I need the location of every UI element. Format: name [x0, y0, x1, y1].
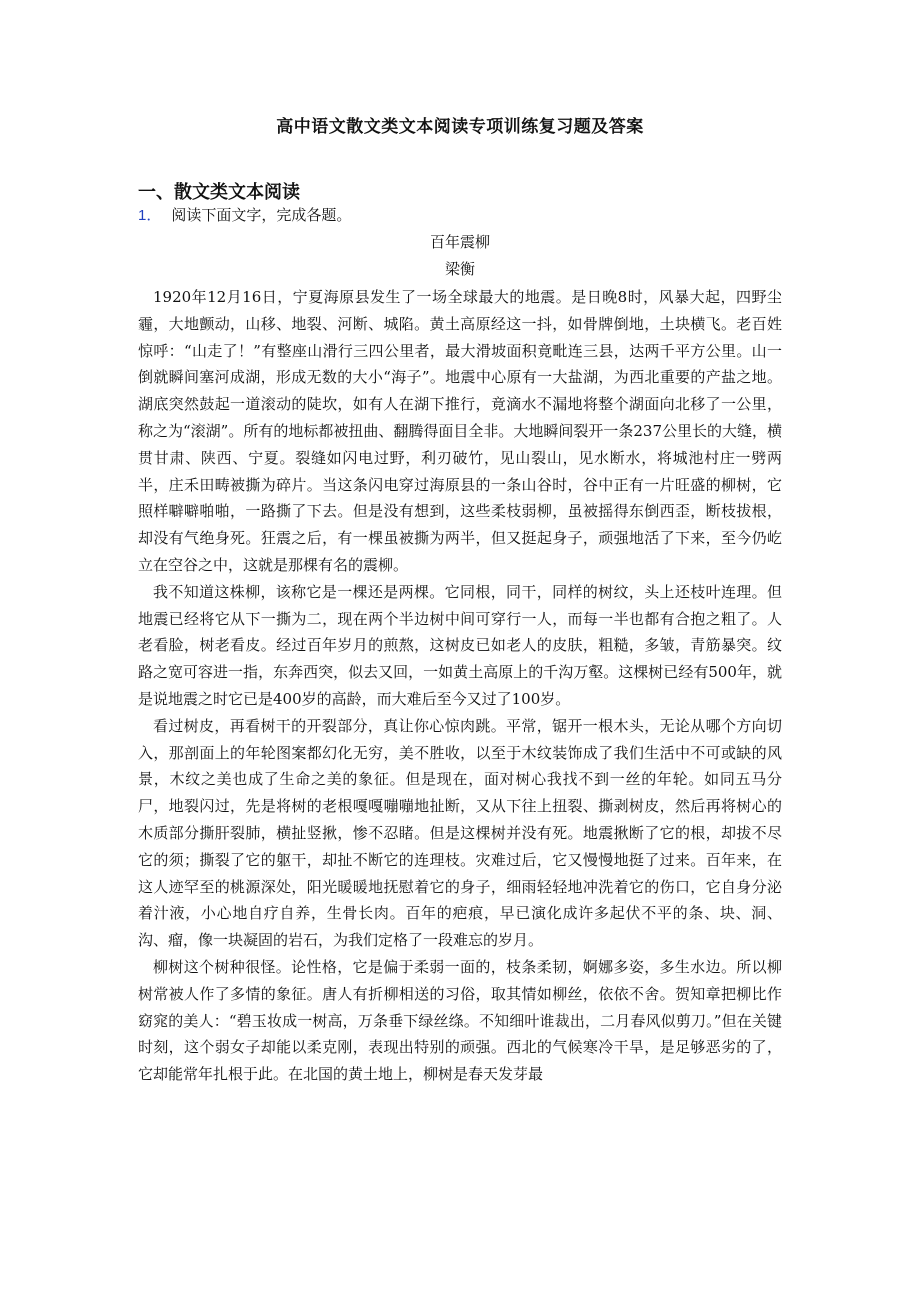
article-paragraph: 我不知道这株柳，该称它是一棵还是两棵。它同根，同干，同样的树纹，头上还枝叶连理。但地震已经将它从下一撕为二，现在两个半边树中间可穿行一人，而每一半也都有合抱之粗了。人老看脸，树老看皮。经过百年岁月的煎熬，这树皮已如老人的皮肤，粗糙，多皱，青筋暴突。纹路之宽可容进一指，东奔西突，似去又回，一如黄土高原上的千沟万壑。这棵树已经有500年，就是说地震之时它已是400岁的高龄，而大难后至今又过了100岁。 [138, 582, 782, 708]
article-body [138, 284, 782, 1088]
article-paragraph: 看过树皮，再看树干的开裂部分，真让你心惊肉跳。平常，锯开一根木头，无论从哪个方向切入，那剖面上的年轮图案都幻化无穷，美不胜收，以至于木纹装饰成了我们生活中不可或缺的风景，木纹之美也成了生命之美的象征。但是现在，面对树心我找不到一丝的年轮。如同五马分尸，地裂闪过，先是将树的老根嘎嘎嘣嘣地扯断，又从下往上扭裂、撕剥树皮，然后再将树心的木质部分撕肝裂肺，横扯竖揪，惨不忍睹。但是这棵树并没有死。地震揪断了它的根，却拔不尽它的须；撕裂了它的躯干，却扯不断它的连理枝。灾难过后，它又慢慢地挺了过来。百年来，在这人迹罕至的桃源深处，阳光暖暖地抚慰着它的身子，细雨轻轻地冲洗着它的伤口，它自身分泌着汁液，小心地自疗自养，生骨长肉。百年的疤痕，早已演化成许多起伏不平的条、块、洞、沟、瘤，像一块凝固的岩石，为我们定格了一段难忘的岁月。 [138, 716, 782, 950]
question-prompt: 阅读下面文字，完成各题。 [171, 206, 352, 224]
question-line [138, 204, 351, 225]
article-title: 百年震柳 [429, 233, 490, 251]
article-paragraph: 1920年12月16日，宁夏海原县发生了一场全球最大的地震。是日晚8时，风暴大起，四野尘霾，大地颤动，山移、地裂、河断、城陷。黄土高原经这一抖，如骨牌倒地，土块横飞。老百姓惊呼：“山走了！”有整座山滑行三四公里者，最大滑坡面积竟毗连三县，达两千平方公里。山一倒就瞬间塞河成湖，形成无数的大小“海子”。地震中心原有一大盐湖，为西北重要的产盐之地。湖底突然鼓起一道滚动的陡坎，如有人在湖下推行，竟滴水不漏地将整个湖面向北移了一公里，称之为“滚湖”。所有的地标都被扭曲、翻腾得面目全非。大地瞬间裂开一条237公里长的大缝，横贯甘肃、陕西、宁夏。裂缝如闪电过野，利刃破竹，见山裂山，见水断水，将城池村庄一劈两半，庄禾田畴被撕为碎片。当这条闪电穿过海原县的一条山谷时，谷中正有一片旺盛的柳树，它照样噼噼啪啪，一路撕了下去。但是没有想到，这些柔枝弱柳，虽被摇得东倒西歪，断枝拔根，却没有气绝身死。狂震之后，有一棵虽被撕为两半，但又挺起身子，顽强地活了下来，至今仍屹立在空谷之中，这就是那棵有名的震柳。 [138, 288, 782, 574]
document-title: 高中语文散文类文本阅读专项训练复习题及答案 [276, 117, 644, 137]
question-number: 1． [138, 207, 162, 224]
article-author: 梁衡 [444, 260, 475, 278]
section-heading: 一、散文类文本阅读 [138, 182, 300, 203]
article-paragraph: 柳树这个树种很怪。论性格，它是偏于柔弱一面的，枝条柔韧，婀娜多姿，多生水边。所以柳树常被人作了多情的象征。唐人有折柳相送的习俗，取其情如柳丝，依依不舍。贺知章把柳比作窈窕的美人：“碧玉妆成一树高，万条垂下绿丝绦。不知细叶谁裁出，二月春风似剪刀。”但在关键时刻，这个弱女子却能以柔克刚，表现出特别的顽强。西北的气候寒冷干旱，是足够恶劣的了，它却能常年扎根于此。在北国的黄土地上，柳树是春天发芽最 [138, 957, 782, 1084]
